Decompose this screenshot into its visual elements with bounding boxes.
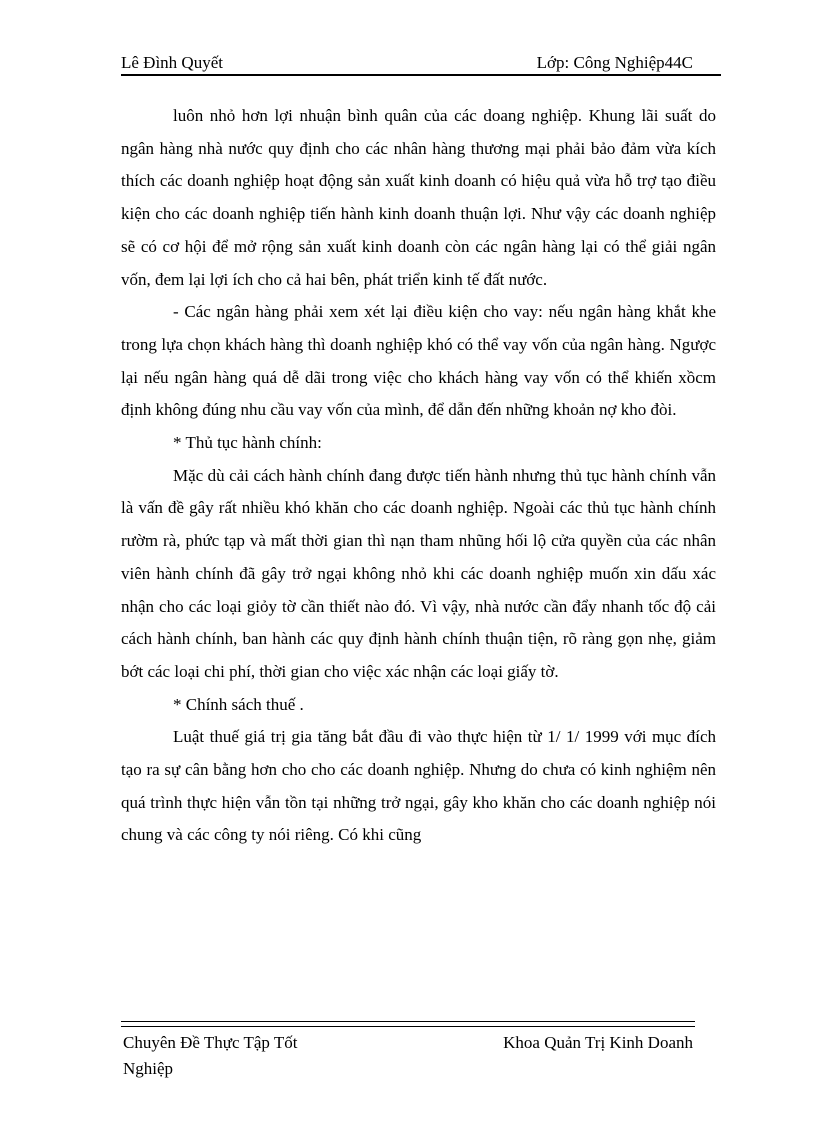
paragraph-tax-policy: Luật thuế giá trị gia tăng bắt đầu đi vào thực hiện từ 1/ 1/ 1999 với mục đích tạo ra sự cân bằng hơn cho cho các doanh nghiệp. Nhưng do chưa có kinh nghiệm nên quá trình thực hiện vẫn tồn tại những trở ngại, gây kho khăn cho các doanh nghiệp nói chung và các công ty nói riêng. Có khi cũng — [121, 727, 716, 845]
paragraph-interest-rate: luôn nhỏ hơn lợi nhuận bình quân của các doang nghiệp. Khung lãi suất do ngân hàng nhà nước quy định cho các nhân hàng thương mại phải bảo đảm vừa kích thích các doanh nghiệp hoạt động sản xuất kinh doanh có hiệu quả vừa hỗ trợ tạo điều kiện cho các doanh nghiệp tiến hành kinh doanh thuận lợi. Như vậy các doanh nghiệp sẽ có cơ hội để mở rộng sản xuất kinh doanh còn các ngân hàng lại có thể giải ngân vốn, đem lại lợi ích cho cả hai bên, phát triển kinh tế đất nước. — [121, 106, 716, 289]
heading-administrative-procedures: * Thủ tục hành chính: — [173, 433, 322, 453]
paragraph-administrative-procedures: Mặc dù cải cách hành chính đang được tiến hành nhưng thủ tục hành chính vẫn là vấn đề gây rất nhiều khó khăn cho các doanh nghiệp. Ngoài các thủ tục hành chính rườm rà, phức tạp và mất thời gian thì nạn tham nhũng hối lộ cửa quyền của các nhân viên hành chính đã gây trở ngại không nhỏ khi các doanh nghiệp muốn xin dấu xác nhận cho các loại giỏy tờ cần thiết nào đó. Vì vậy, nhà nước cần đẩy nhanh tốc độ cải cách hành chính, ban hành các quy định hành chính thuận tiện, rõ ràng gọn nhẹ, giảm bớt các loại chi phí, thời gian cho việc xác nhận các loại giấy tờ. — [121, 465, 716, 681]
header-author: Lê Đình Quyết — [121, 53, 223, 72]
document-body — [121, 100, 716, 852]
header-class: Lớp: Công Nghiệp44C — [536, 53, 693, 72]
paragraph-loan-conditions: - Các ngân hàng phải xem xét lại điều kiện cho vay: nếu ngân hàng khắt khe trong lựa chọn khách hàng thì doanh nghiệp khó có thể vay vốn của ngân hàng. Ngược lại nếu ngân hàng quá dễ dãi trong việc cho khách hàng vay vốn có thể khiến xồcm định không đúng nhu cầu vay vốn của mình, để dẫn đến những khoản nợ kho đòi. — [121, 302, 716, 420]
footer-divider — [121, 1021, 695, 1027]
footer-report-title: Chuyên Đề Thực Tập Tốt Nghiệp — [123, 1033, 298, 1078]
heading-tax-policy: * Chính sách thuế . — [173, 694, 304, 714]
page-header — [121, 50, 721, 76]
footer-faculty: Khoa Quản Trị Kinh Doanh — [503, 1033, 693, 1052]
header-divider — [121, 74, 721, 76]
